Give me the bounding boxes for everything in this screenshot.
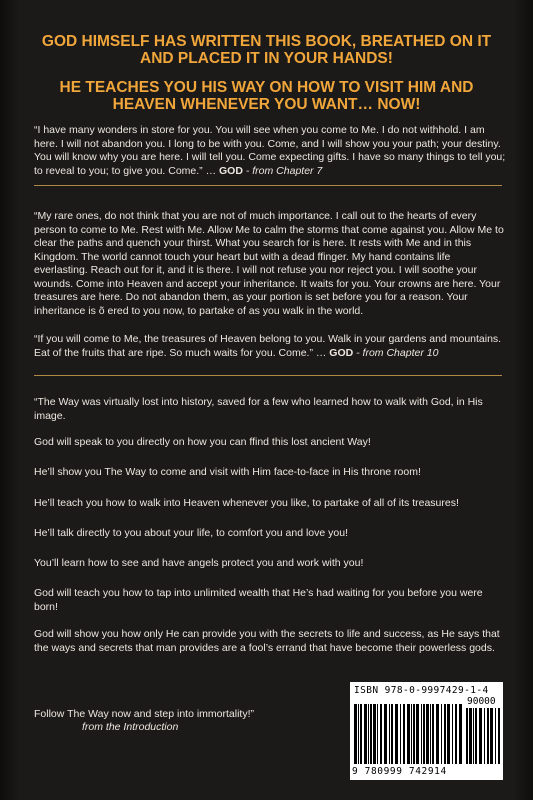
promise-item: God will show you how only He can provide you with the secrets to life and success, as He says that the ways and secrets that man provides are a fool’s errand that have become their powerless gods.: [34, 628, 500, 654]
quote-text: “If you will come to Me, the treasures of Heaven belong to you. Walk in your gardens and mountains. Eat of the fruits that are ripe. So much waits for you. Come.” …: [34, 333, 502, 359]
headline-secondary: HE TEACHES YOU HIS WAY ON HOW TO VISIT HIM AND HEAVEN WHENEVER YOU WANT… NOW!: [59, 79, 474, 113]
divider-rule: [34, 185, 502, 186]
quote-rare-ones: “My rare ones, do not think that you are not of much importance. I call out to the hearts of every person to come to Me. Rest with Me. Allow Me to calm the storms that come against you. Allow Me to clear the paths and quench your thirst. What you search for is here. It rests with Me and in this Kingdom. The world cannot touch your heart but with a dead ffinger. My hand contains life everlasting. Reach out for it, and it is there. I will not refuse you nor reject you. I will soothe your wounds. Come into Heaven and accept your inheritance. It waits for you. Your crowns are here. Your treasures are here. Do not abandon them, as your portion is set before you for a reason. Your inheritance is õ ered to you now, to partake of as you walk in the world.: [34, 210, 504, 317]
closing-source: from the Introduction: [82, 721, 179, 733]
quote-source: - from Chapter 7: [242, 164, 323, 177]
quote-source: - from Chapter 10: [353, 346, 439, 359]
quote-author: GOD: [219, 164, 243, 177]
promise-item: He’ll talk directly to you about your life, to comfort you and love you!: [34, 527, 348, 539]
promise-item: God will speak to you directly on how you can ffind this lost ancient Way!: [34, 436, 371, 448]
quote-chapter-10: [34, 333, 506, 360]
quote-author: GOD: [329, 346, 354, 359]
promise-item: You’ll learn how to see and have angels protect you and work with you!: [34, 557, 364, 569]
isbn-label: ISBN 978-0-9997429-1-4: [354, 685, 489, 696]
quote-text: “I have many wonders in store for you. You will see when you come to Me. I do not withhold. I am here. I will not abandon you. I long to be with you. Come, and I will show you your path; your destiny. You will know why you are here. I will tell you. Come expecting gifts. I have so many things to tell you; to reveal to you; to give you. Come.” …: [34, 124, 506, 177]
closing-line: Follow The Way now and step into immortality!”: [34, 708, 254, 720]
promise-item: God will teach you how to tap into unlimited wealth that He’s had waiting for you before you were born!: [34, 587, 483, 613]
headline-primary: GOD HIMSELF HAS WRITTEN THIS BOOK, BREATHED ON IT AND PLACED IT IN YOUR HANDS!: [41, 33, 492, 67]
divider-rule: [34, 375, 502, 376]
price-barcode-bars: [466, 708, 500, 764]
cover-edge-left: [0, 0, 20, 800]
price-code: 90000: [467, 696, 496, 707]
quote-chapter-7: [34, 124, 506, 178]
isbn-barcode: [350, 682, 503, 780]
promise-item: He’ll show you The Way to come and visit with Him face-to-face in His throne room!: [34, 466, 421, 478]
promise-item: “The Way was virtually lost into history, saved for a few who learned how to walk with God, in His image.: [34, 396, 483, 422]
promise-item: He’ll teach you how to walk into Heaven whenever you like, to partake of all of its treasures!: [34, 497, 459, 509]
barcode-bars: [354, 704, 462, 764]
barcode-digits: 9 780999 742914: [352, 766, 447, 777]
cover-edge-right: [513, 0, 533, 800]
